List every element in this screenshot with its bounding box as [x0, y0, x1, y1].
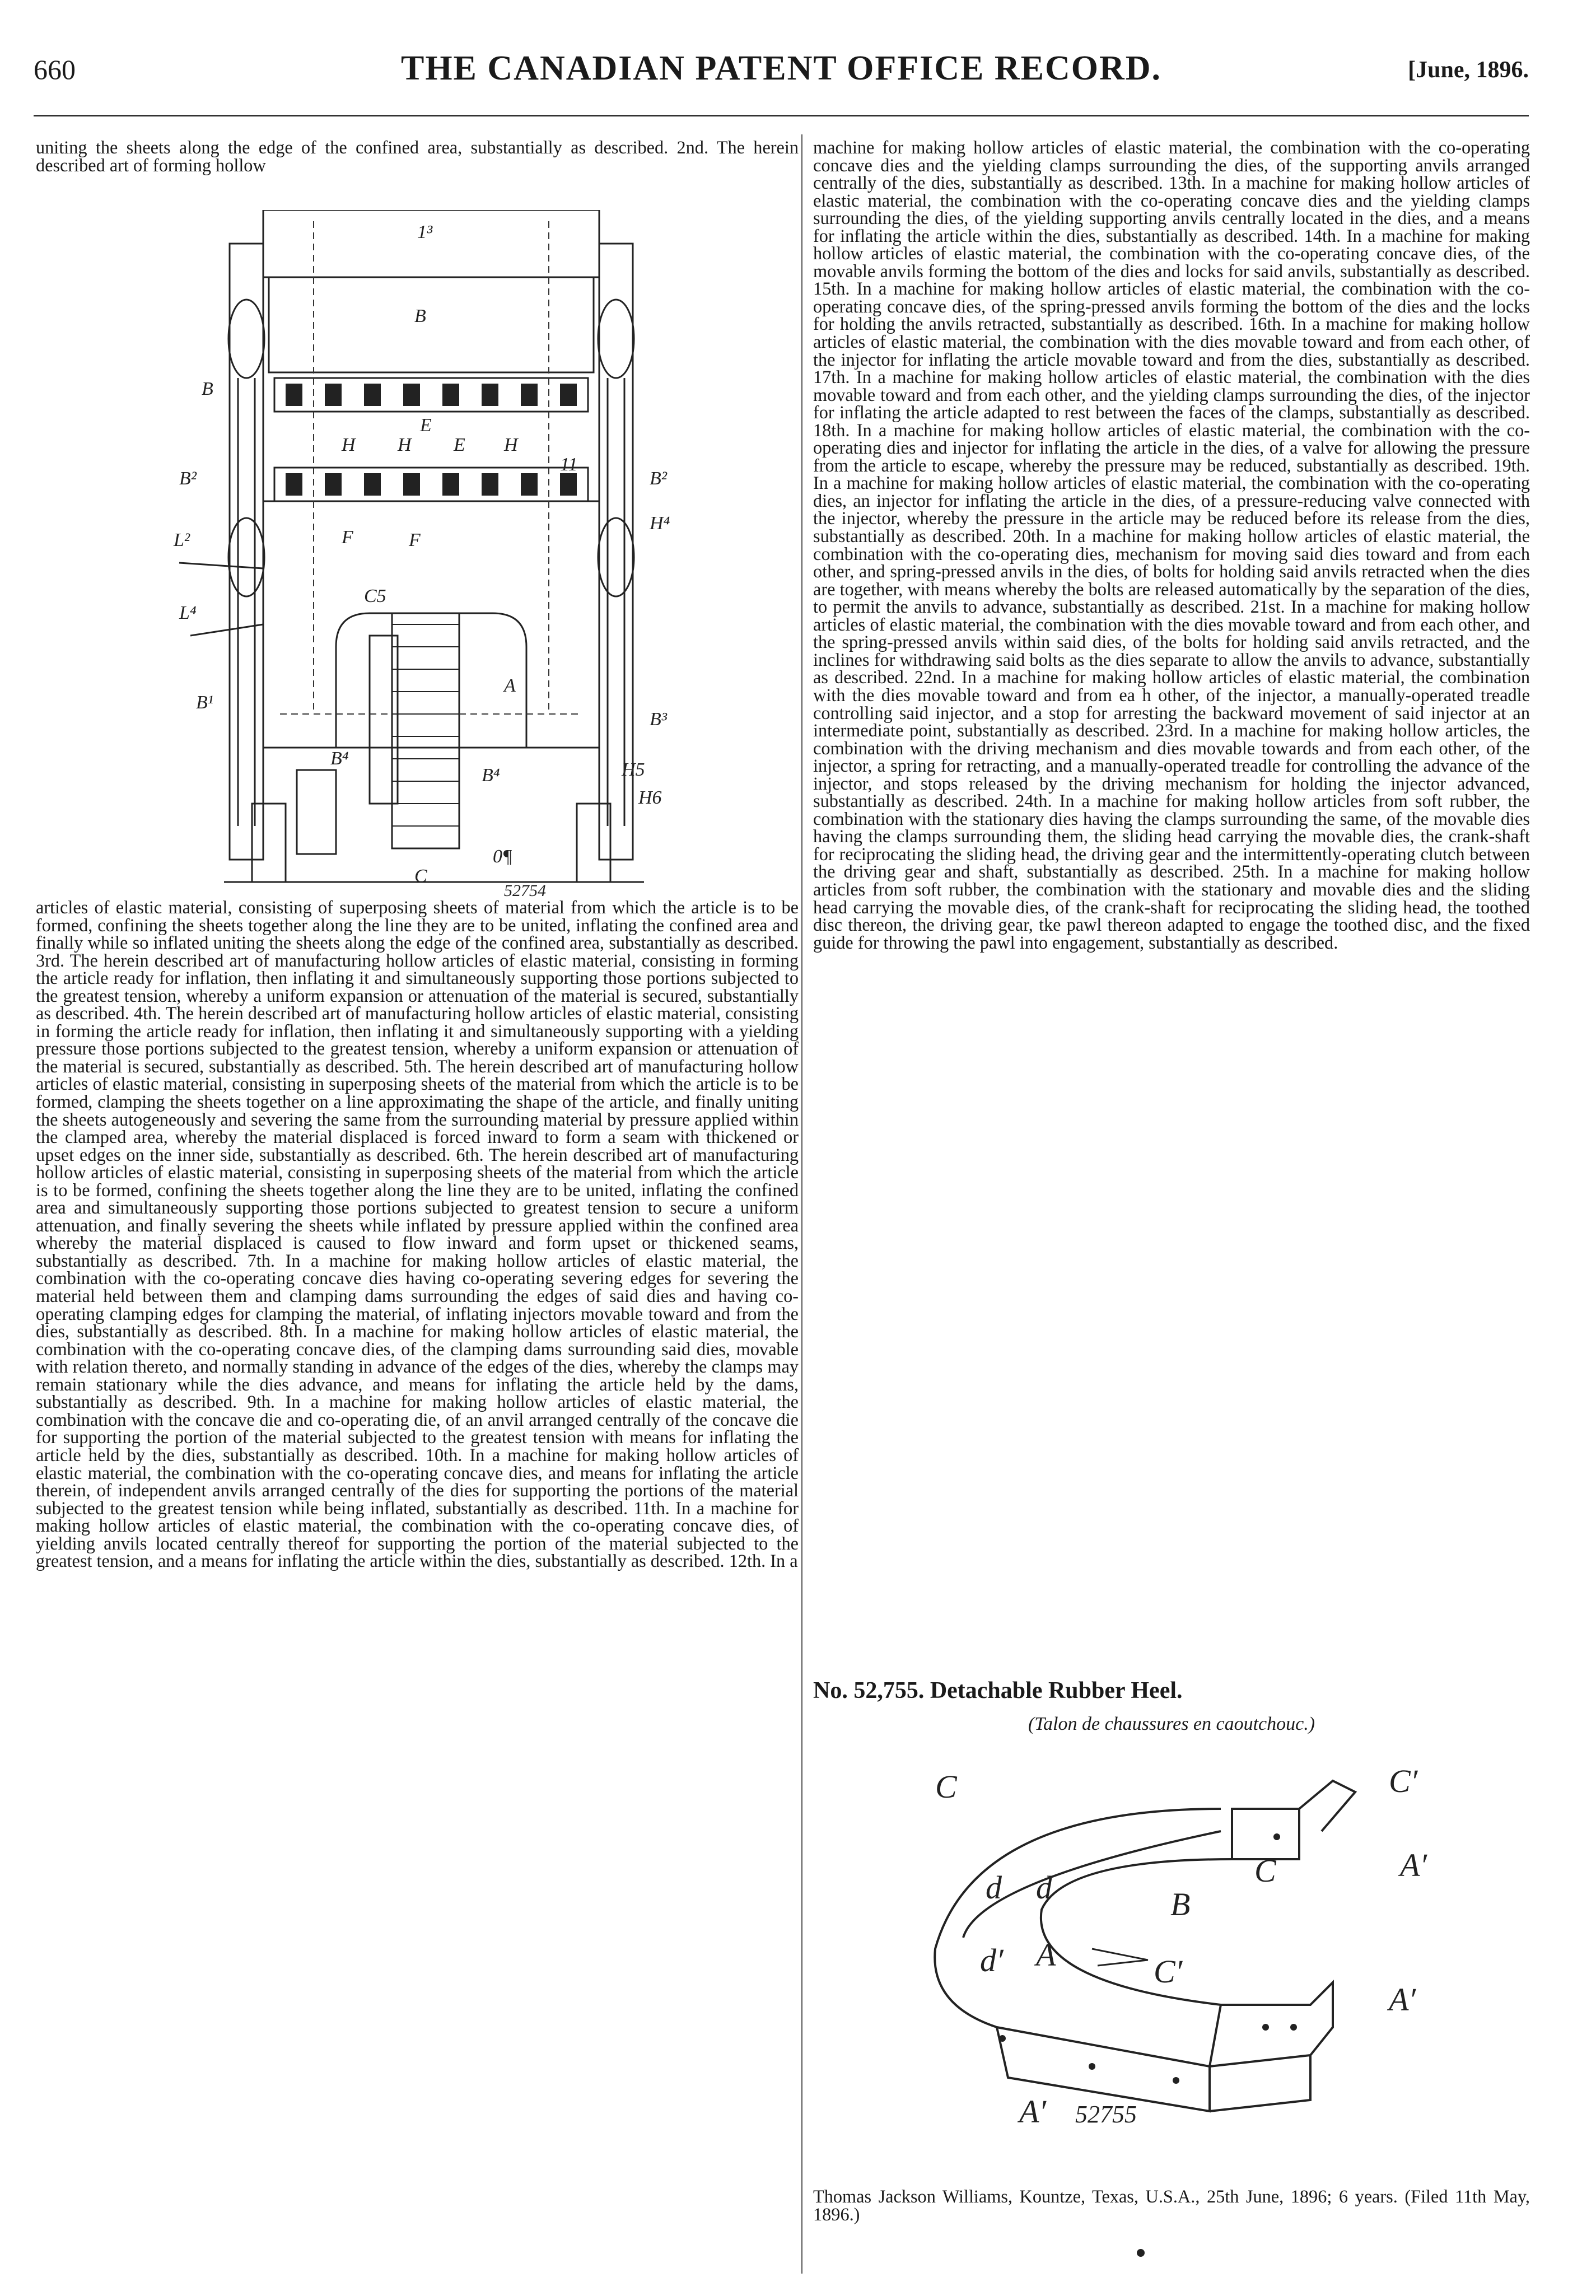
fig2-label: C [935, 1768, 957, 1805]
fig1-label: C [414, 866, 427, 886]
fig1-label: A [504, 675, 516, 696]
fig2-label: d [986, 1869, 1002, 1906]
fig2-label: A′ [1019, 2093, 1047, 2128]
page-header [34, 49, 1529, 98]
fig1-label: L⁴ [179, 603, 197, 623]
issue-date: [June, 1896. [1408, 57, 1529, 83]
fig2-label: d′ [980, 1942, 1004, 1978]
fig2-label: C [1254, 1852, 1276, 1889]
fig1-label: B³ [650, 709, 667, 730]
column-divider [801, 134, 802, 2274]
fig1-label: B [202, 379, 213, 399]
patent-entry-inventor: Thomas Jackson Williams, Kountze, Texas, U.S.A., 25th June, 1896; 6 years. (Filed 11th May, 1896.) [813, 2186, 1530, 2224]
column-1-top-text [36, 139, 799, 200]
publication-title: THE CANADIAN PATENT OFFICE RECORD. [400, 49, 1162, 87]
fig2-label: C′ [1154, 1953, 1183, 1990]
fig2-label: A′ [1400, 1847, 1427, 1883]
fig1-label: H⁴ [650, 513, 670, 534]
fig2-label: A′ [1389, 1981, 1416, 2018]
fig1-label: 11 [560, 454, 578, 475]
fig2-label: A [1036, 1936, 1056, 1973]
fig1-label: B² [650, 468, 667, 489]
fig1-number: 52754 [504, 881, 546, 899]
fig1-label: H5 [622, 759, 645, 780]
fig2-number: 52755 [1075, 2101, 1137, 2128]
column-1-bottom-text [36, 899, 799, 2268]
patent-entry-heading: No. 52,755. Detachable Rubber Heel. [813, 1678, 1183, 1704]
claims-text-continued: machine for making hollow articles of elastic material, the combination with the co-operating concave dies and the yielding clamps surrounding the dies, of the supporting anvils arranged centrally of the dies, substantially as described. 13th. In a machine for making hollow articles of elastic material, the combination with the co-operating concave dies and the yielding clamps surrounding the dies, of the yielding supporting anvils centrally located in the dies, and a means for inflating the article within the dies, substantially as described. 14th. In a machine for making hollow articles of elastic material, the combination with the co-operating concave dies, of the movable anvils forming the bottom of the dies and locks for said anvils, substantially as described. 15th. In a machine for making hollow articles of elastic material, the combination with the co-operating concave dies, of the spring-pressed anvils forming the bottom of the dies and the locks for holding the anvils retracted, substantially as described. 16th. In a machine for making hollow articles of elastic material, the combination with the dies movable toward and from each other, of the injector for inflating the article movable toward and from the dies, substantially as described. 17th. In a machine for making hollow articles of elastic material, the combination with the dies movable toward and from each other, and the yielding clamps surrounding the dies, of the injector for inflating the article adapted to rest between the faces of the clamps, substantially as described. 18th. In a machine for making hollow articles of elastic material, the combination with the co-operating dies and injector for inflating the article in the dies, of a valve for allowing the pressure from the article to escape, whereby the pressure may be reduced, substantially as described. 19th. In a machine for making hollow articles of elastic material, the combination with the co-operating dies, an injector for inflating the article in the dies, of a pressure-reducing valve connected with the injector, whereby the pressure in the article may be reduced before its release from the dies, substantially as described. 20th. In a machine for making hollow articles of elastic material, the combination with the co-operating dies, mechanism for moving said dies toward and from each other, and spring-pressed anvils in the dies, of bolts for holding said anvils retracted when the dies are together, with means whereby the bolts are released automatically by the separation of the dies, to permit the anvils to advance, substantially as described. 21st. In a machine for making hollow articles of elastic material, the combination with the dies movable toward and from each other, and the spring-pressed anvils within said dies, of the bolts for holding said anvils retracted, and the inclines for withdrawing said bolts as the dies separate to allow the anvils to advance, substantially as described. 22nd. In a machine for making hollow articles of elastic material, the combination with the dies movable toward and from ea h other, of the injector, a manually-operated treadle controlling said injector, and a stop for arresting the backward movement of said injector at an intermediate point, substantially as described. 23rd. In a machine for making hollow articles, the combination with the driving mechanism and dies movable towards and from each other, of the injector, a spring for retracting, and a manually-operated treadle for controlling the advance of the injector, and stops released by the driving mechanism for holding the injector advanced, substantially as described. 24th. In a machine for making hollow articles from soft rubber, the combination with the stationary dies having the clamps surrounding the same, of the movable dies having the clamps surrounding them, the sliding head carrying the movable dies, the crank-shaft for reciprocating the sliding head, the driving gear and the intermittently-operating clutch between the driving gear and shaft, substantially as described. 25th. In a machine for making hollow articles from soft rubber, the combination with the stationary and movable dies and the sliding head carrying the movable dies, of the crank-shaft for reciprocating the sliding head, the toothed disc thereon, the driving gear, tke pawl thereon adapted to engage the toothed disc, and the fixed guide for throwing the pawl into engagement, substantially as described. [813, 137, 1530, 953]
fig1-label: E [420, 415, 432, 436]
fig1-label: H [504, 435, 518, 455]
column-2-text [813, 139, 1530, 1668]
fig1-label: H [398, 435, 412, 455]
fig1-label: 0¶ [493, 846, 512, 867]
fig1-label: E [454, 435, 465, 455]
fig2-label: d [1036, 1869, 1052, 1906]
patent-entry-french-title: (Talon de chaussures en caoutchouc.) [1028, 1714, 1315, 1734]
fig1-label: L² [174, 530, 190, 550]
fig1-label: H6 [638, 787, 662, 808]
end-mark [1137, 2249, 1145, 2257]
patent-figure-machine [168, 210, 700, 899]
fig1-label: 1³ [417, 222, 433, 242]
fig1-label: F [342, 527, 353, 548]
fig2-label: B [1170, 1886, 1191, 1922]
fig1-label: B [414, 306, 426, 326]
patent-figure-rubber-heel [907, 1764, 1490, 2128]
claims-text-continued: uniting the sheets along the edge of the confined area, substantially as described. 2nd. The herein described art of forming hollow [36, 137, 799, 175]
claims-text: articles of elastic material, consisting of superposing sheets of material from which the article is to be formed, confining the sheets together along the line they are to be united, inflating the confined area and finally while so inflated uniting the sheets along the edge of the confined area, substantially as described. 3rd. The herein described art of manufacturing hollow articles of elastic material, consisting in forming the article ready for inflation, then inflating it and simultaneously supporting those portions subjected to the greatest tension, whereby a uniform expansion or attenuation of the material is secured, substantially as described. 4th. The herein described art of manufacturing hollow articles of elastic material, consisting in forming the article ready for inflation, then inflating it and simultaneously supporting with a yielding pressure those portions subjected to the greatest tension, whereby a uniform expansion or attenuation of the material is secured, substantially as described. 5th. The herein described art of manufacturing hollow articles of elastic material, consisting in superposing sheets of the material from which the article is to be formed, clamping the sheets together on a line approximating the shape of the article, and finally uniting the sheets autogeneously and severing the same from the surrounding material by pressure applied within the clamped area, whereby the material displaced is forced inward to form a seam with thickened or upset edges on the inner side, substantially as described. 6th. The herein described art of manufacturing hollow articles of elastic material, consisting in superposing sheets of the material from which the article is to be formed, confining the sheets together along the line they are to be united, inflating the confined area and simultaneously supporting those portions subjected to greatest tension to secure a uniform attenuation, and finally severing the sheets while inflated by pressure applied within the confined area whereby the material displaced is caused to flow inward and form upset or thickened seams, substantially as described. 7th. In a machine for making hollow articles of elastic material, the combination with the co-operating concave dies having co-operating severing edges for severing the material held between them and clamping dams surrounding the edges of said dies and having co-operating clamping edges for clamping the material, of inflating injectors movable toward and from the dies, substantially as described. 8th. In a machine for making hollow articles of elastic material, the combination with the co-operating concave dies, of the clamping dams surrounding said dies, movable with relation thereto, and normally standing in advance of the edges of the dies, whereby the clamps may remain stationary while the dies advance, and means for inflating the article held by the dams, substantially as described. 9th. In a machine for making hollow articles of elastic material, the combination with the concave die and co-operating die, of an anvil arranged centrally of the concave die for supporting the portion of the material subjected to the greatest tension with means for inflating the article held by the dies, substantially as described. 10th. In a machine for making hollow articles of elastic material, the combination with the co-operating concave dies, and means for inflating the article therein, of independent anvils arranged centrally of the dies for supporting the portions of the material subjected to the greatest tension while being inflated, substantially as described. 11th. In a machine for making hollow articles of elastic material, the combination with the co-operating concave dies, of yielding anvils located centrally thereof for supporting the portion of the material subjected to the greatest tension, and a means for inflating the article within the dies, substantially as described. 12th. In a [36, 897, 799, 1571]
fig1-label: C5 [364, 586, 386, 606]
fig1-label: B⁴ [482, 765, 500, 786]
fig1-label: B⁴ [330, 748, 349, 769]
fig2-label: C′ [1389, 1764, 1418, 1799]
page-number: 660 [34, 54, 76, 85]
fig1-label: F [409, 530, 421, 550]
header-rule [34, 115, 1529, 116]
fig1-label: H [342, 435, 356, 455]
fig1-label: B² [179, 468, 197, 489]
fig1-label: B¹ [196, 692, 213, 713]
